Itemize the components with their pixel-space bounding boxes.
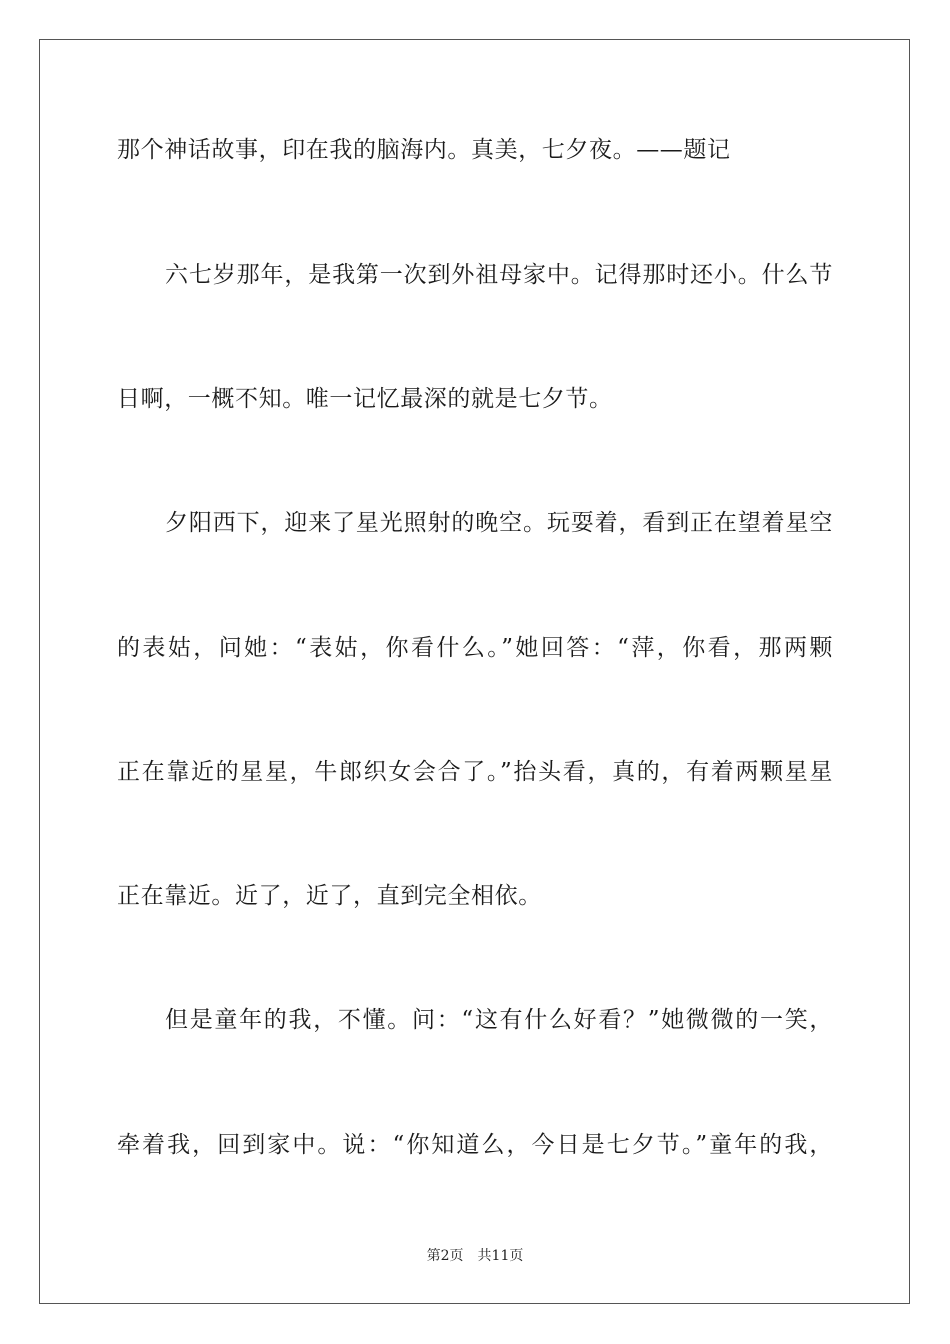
text-line-8: 但是童年的我，不懂。问：“这有什么好看？”她微微的一笑， (165, 1007, 833, 1033)
page-number: 第2页 (426, 1248, 464, 1264)
text-line-4: 夕阳西下，迎来了星光照射的晚空。玩耍着，看到正在望着星空 (165, 510, 833, 536)
text-line-6: 正在靠近的星星，牛郎织女会合了。”抬头看，真的，有着两颗星星 (117, 759, 833, 785)
page-footer (0, 1247, 950, 1265)
text-line-3: 日啊，一概不知。唯一记忆最深的就是七夕节。 (117, 386, 613, 412)
text-line-1: 那个神话故事，印在我的脑海内。真美，七夕夜。——题记 (117, 137, 731, 163)
page-total: 共11页 (477, 1248, 524, 1264)
text-line-9: 牵着我，回到家中。说：“你知道么，今日是七夕节。”童年的我， (117, 1132, 833, 1158)
text-line-5: 的表姑，问她：“表姑，你看什么。”她回答：“萍，你看，那两颗 (117, 635, 833, 661)
text-line-2: 六七岁那年，是我第一次到外祖母家中。记得那时还小。什么节 (165, 262, 833, 288)
page-border (39, 39, 910, 1304)
text-line-7: 正在靠近。近了，近了，直到完全相依。 (117, 883, 542, 909)
